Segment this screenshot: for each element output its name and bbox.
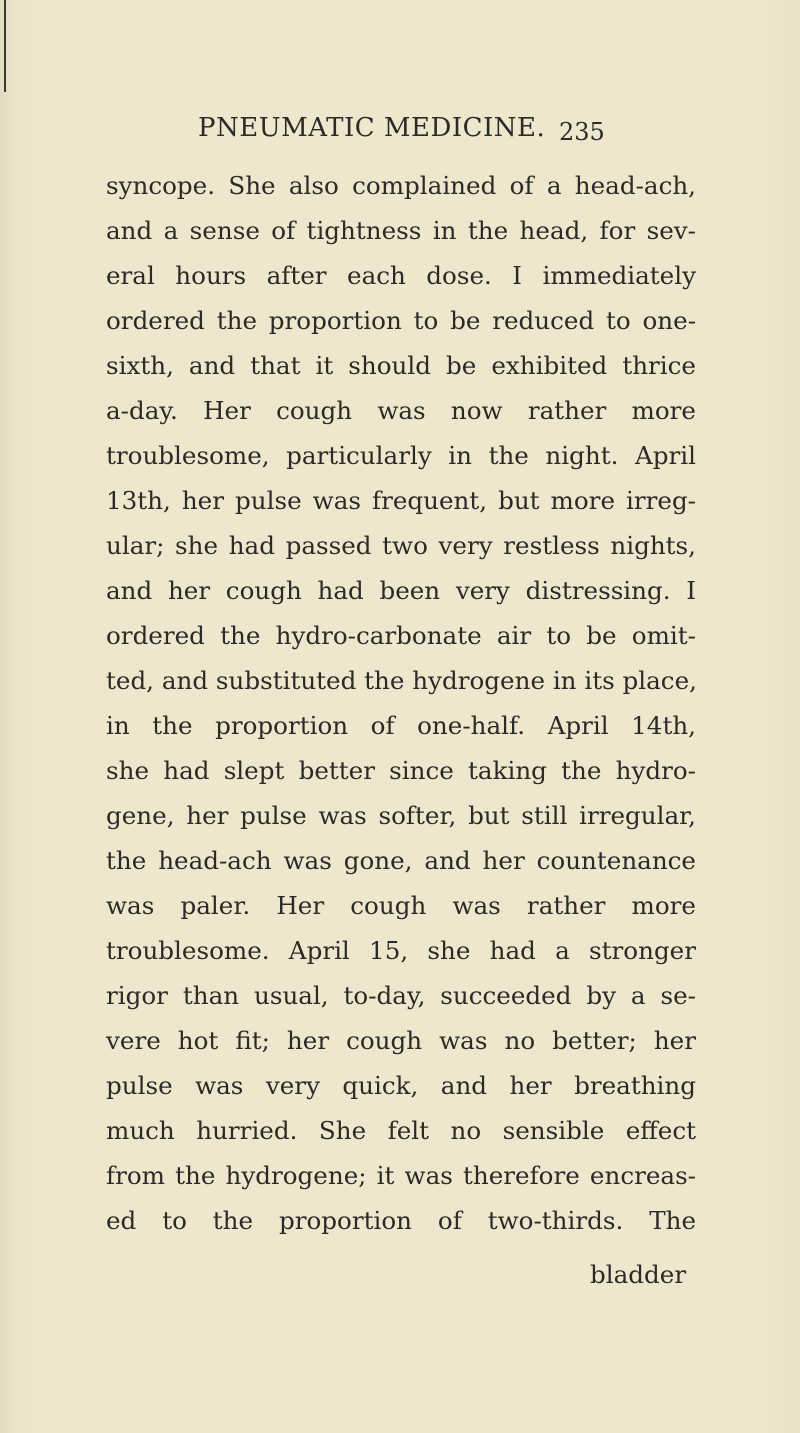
catchword: bladder <box>590 1260 687 1289</box>
text-line: syncope. She also complained of a head-ach, <box>106 171 696 200</box>
binding-edge <box>4 0 6 92</box>
text-line: rigor than usual, to-day, succeeded by a se- <box>106 981 696 1010</box>
text-line: a-day. Her cough was now rather more <box>106 396 696 425</box>
text-line: the head-ach was gone, and her countenance <box>106 846 696 875</box>
page-header <box>198 108 698 148</box>
text-line: 13th, her pulse was frequent, but more irreg- <box>106 486 696 515</box>
body-text <box>106 163 696 1243</box>
text-line: ordered the proportion to be reduced to one- <box>106 306 696 335</box>
text-line: troublesome, particularly in the night. April <box>106 441 696 470</box>
text-line: ed to the proportion of two-thirds. The <box>106 1206 696 1235</box>
text-line: and a sense of tightness in the head, for sev- <box>106 216 696 245</box>
text-line: ular; she had passed two very restless nights, <box>106 531 696 560</box>
text-line: was paler. Her cough was rather more <box>106 891 696 920</box>
text-line: from the hydrogene; it was therefore encreas- <box>106 1161 696 1190</box>
text-line: and her cough had been very distressing. I <box>106 576 696 605</box>
text-line: in the proportion of one-half. April 14th, <box>106 711 696 740</box>
text-line: ted, and substituted the hydrogene in its place, <box>106 666 697 695</box>
page-number: 235 <box>559 118 605 146</box>
text-line: troublesome. April 15, she had a stronger <box>106 936 696 965</box>
text-line: sixth, and that it should be exhibited thrice <box>106 351 696 380</box>
text-line: gene, her pulse was softer, but still irregular, <box>106 801 696 830</box>
text-line: ordered the hydro-carbonate air to be omit- <box>106 621 696 650</box>
text-line: she had slept better since taking the hydro- <box>106 756 696 785</box>
text-line: pulse was very quick, and her breathing <box>106 1071 696 1100</box>
text-line: eral hours after each dose. I immediately <box>106 261 696 290</box>
text-line: much hurried. She felt no sensible effect <box>106 1116 696 1145</box>
text-line: vere hot fit; her cough was no better; her <box>106 1026 696 1055</box>
running-head: PNEUMATIC MEDICINE. <box>198 113 546 143</box>
